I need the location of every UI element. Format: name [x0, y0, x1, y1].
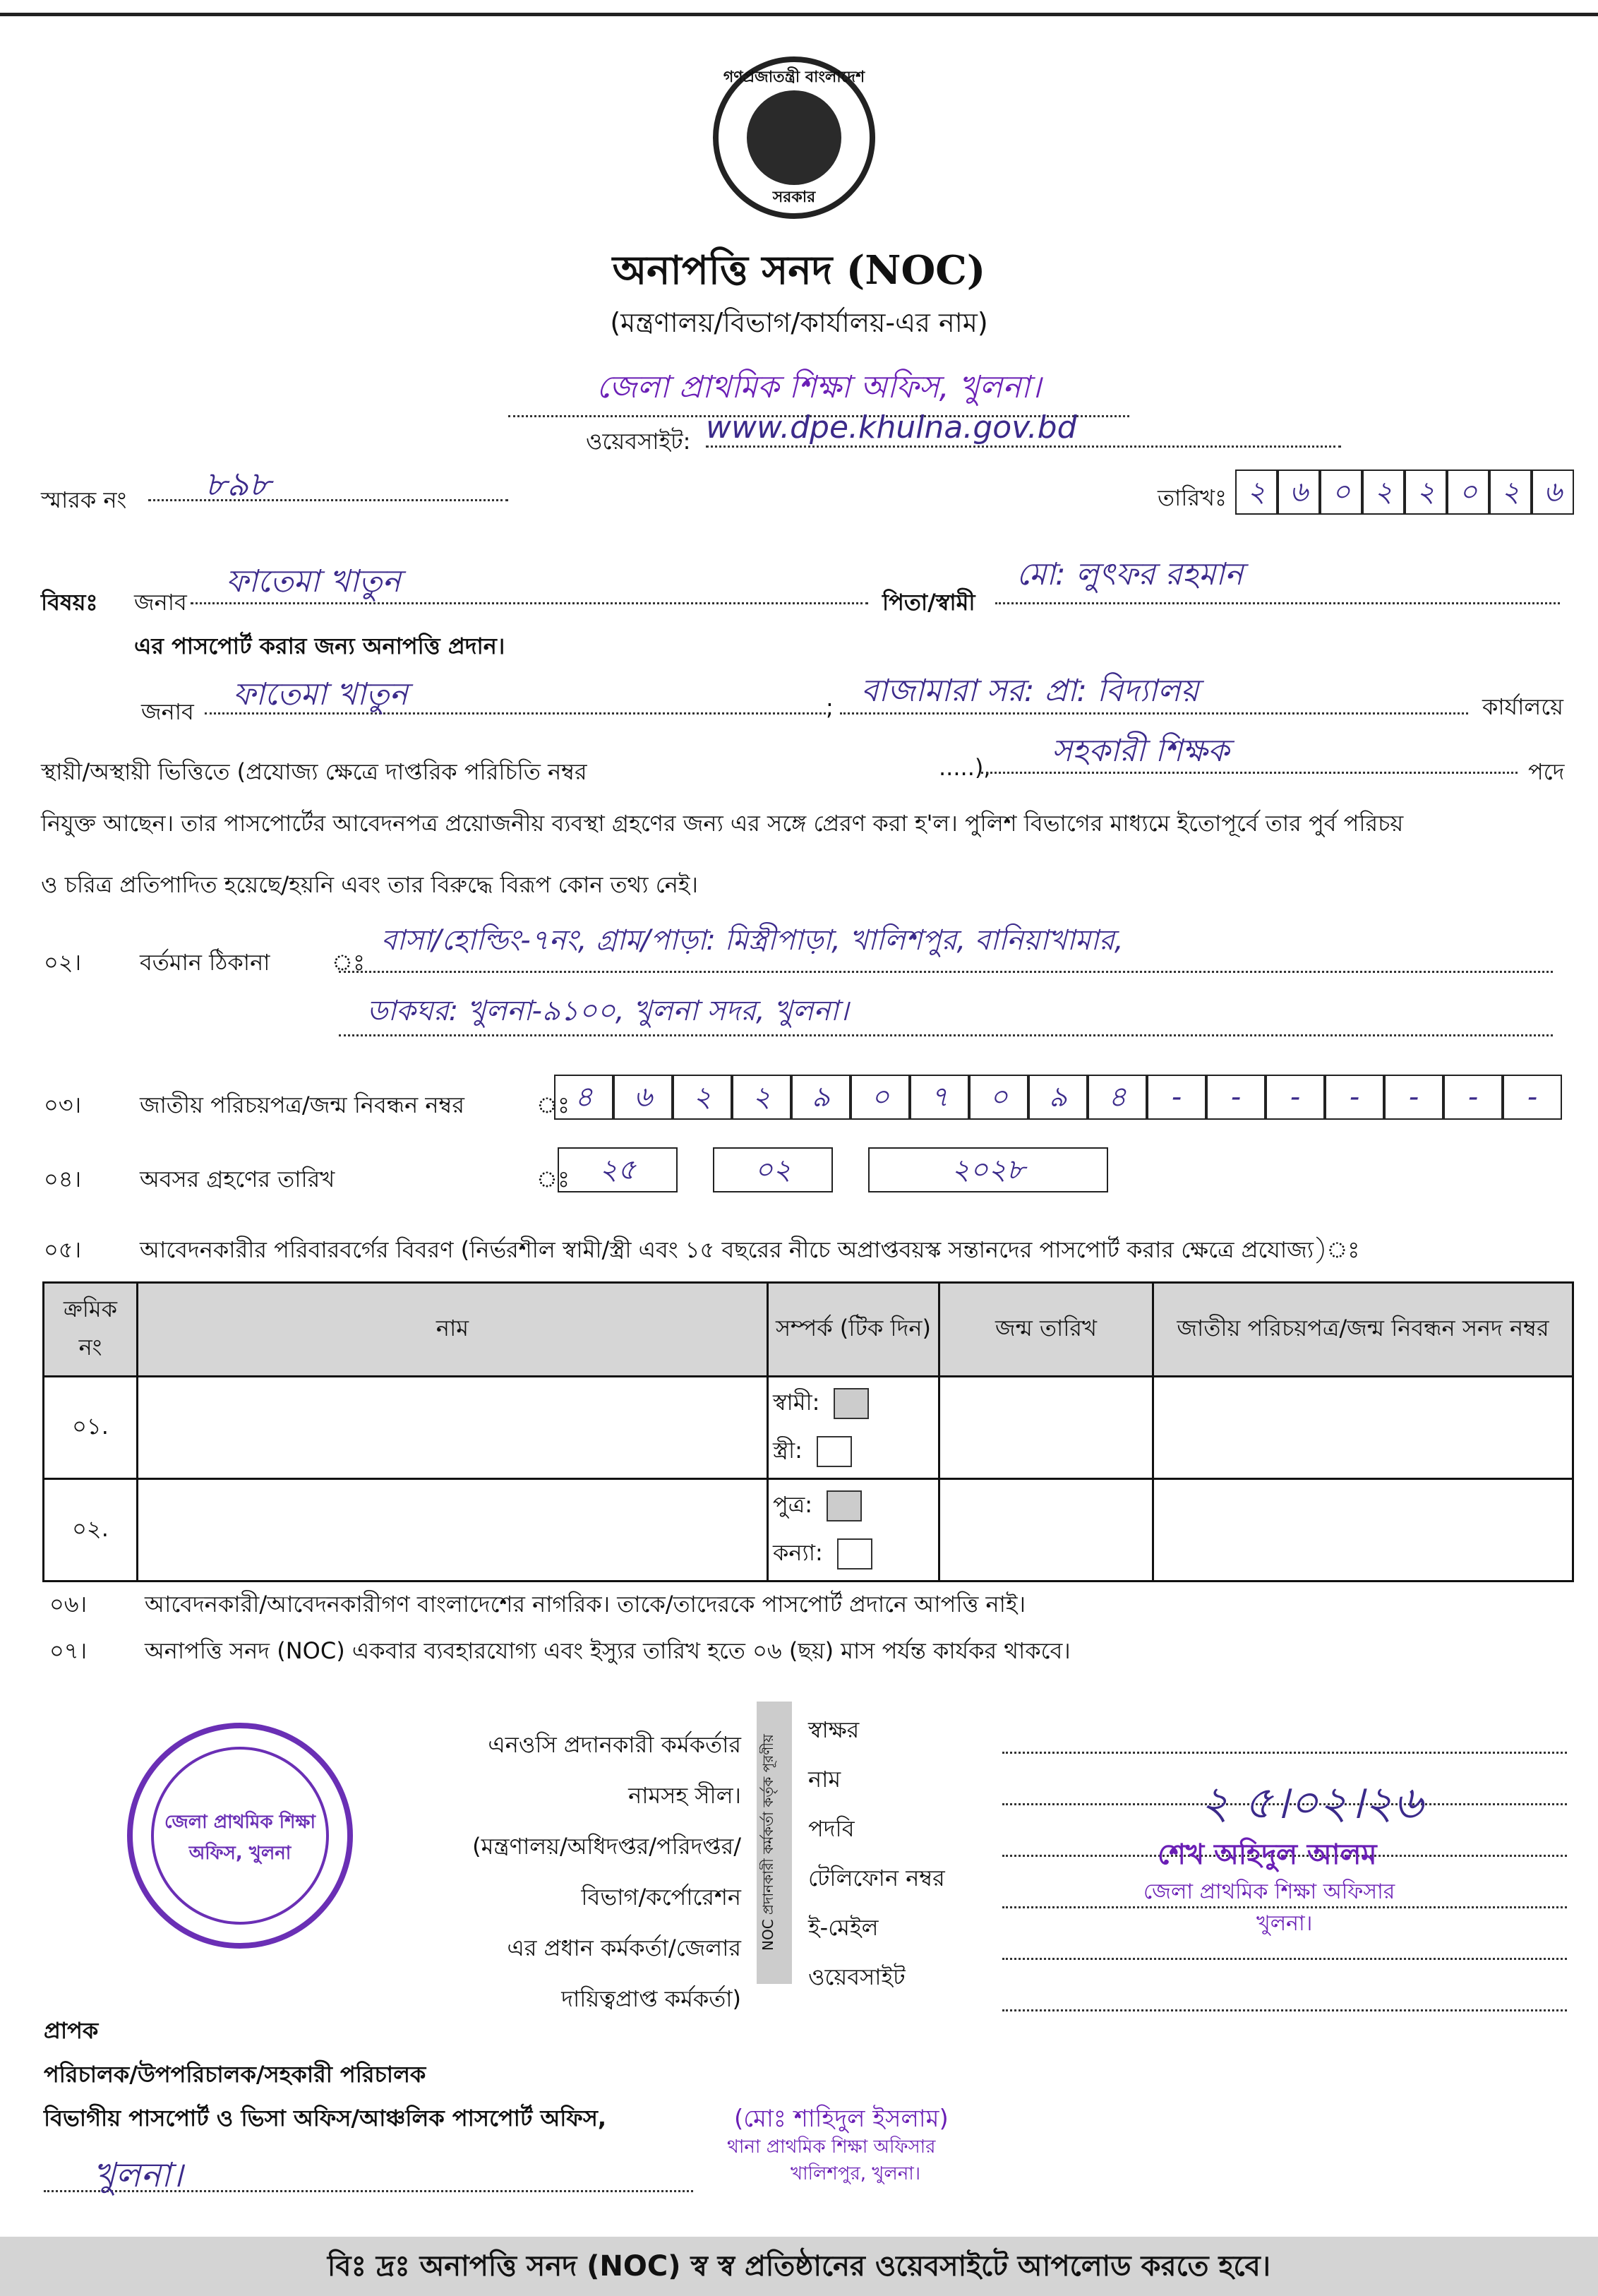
relation-label: স্বামী:: [773, 1389, 820, 1416]
memo-value: ৮৯৮: [148, 459, 508, 501]
item-03-num: ০৩।: [44, 1092, 82, 1118]
father-name: মো: লুৎফর রহমান: [995, 551, 1560, 604]
officer-name: শেখ অহিদুল আলম: [1158, 1838, 1377, 1871]
recipient-title: পরিচালক/উপপরিচালক/সহকারী পরিচালক: [44, 2061, 426, 2088]
item-02-label: বর্তমান ঠিকানা: [140, 949, 270, 976]
date-digit: ০: [1320, 470, 1362, 515]
sign-field-label: ই-মেইল: [808, 1914, 879, 1941]
issuer-line: (মন্ত্রণালয়/অধিদপ্তর/পরিদপ্তর/: [472, 1833, 741, 1860]
nid-digit: -: [1503, 1075, 1562, 1120]
colon-04: ঃ: [536, 1166, 570, 1192]
subject-line2: এর পাসপোর্ট করার জন্য অনাপত্তি প্রদান।: [134, 633, 505, 659]
nid-digit: -: [1443, 1075, 1503, 1120]
colon-02: ঃ: [332, 949, 366, 976]
item-03-label: জাতীয় পরিচয়পত্র/জন্ম নিবন্ধন নম্বর: [140, 1092, 464, 1118]
dob-cell: [939, 1377, 1153, 1479]
designation: সহকারী শিক্ষক: [981, 727, 1518, 774]
sign-line: [1002, 1705, 1567, 1754]
item-04-label: অবসর গ্রহণের তারিখ: [140, 1166, 335, 1192]
page-subtitle: (মন্ত্রণালয়/বিভাগ/কার্যালয়-এর নাম): [610, 307, 988, 338]
col-nid: জাতীয় পরিচয়পত্র/জন্ম নিবন্ধন সনদ নম্বর: [1153, 1283, 1573, 1377]
col-name: নাম: [138, 1283, 768, 1377]
footer-note: বিঃ দ্রঃ অনাপত্তি সনদ (NOC) স্ব স্ব প্রতিষ্ঠানের ওয়েবসাইটে আপলোড করতে হবে।: [0, 2237, 1598, 2296]
date-digit: ২: [1235, 470, 1278, 515]
office-stamp-text: জেলা প্রাথমিক শিক্ষা অফিস, খুলনা: [164, 1812, 316, 1864]
issuer-line: দায়িত্বপ্রাপ্ত কর্মকর্তা): [561, 1985, 741, 2012]
applicant-name: ফাতেমা খাতুন: [191, 558, 868, 604]
nid-digit: -: [1206, 1075, 1266, 1120]
issuer-line: বিভাগ/কর্পোরেশন: [581, 1884, 741, 1911]
emblem-top-text: গণপ্রজাতন্ত্রী বাংলাদেশ: [723, 68, 865, 86]
col-relation: সম্পর্ক (টিক দিন): [768, 1283, 939, 1377]
item-05-num: ০৫।: [44, 1236, 82, 1263]
nid-digit: -: [1325, 1075, 1384, 1120]
website-value: www.dpe.khulna.gov.bd: [706, 409, 1341, 448]
date-digit: ৬: [1532, 470, 1574, 515]
address-line-1: বাসা/হোল্ডিং-৭নং, গ্রাম/পাড়া: মিস্ত্রীপাড়া, খালিশপুর, বানিয়াখামার,: [339, 918, 1553, 973]
sign-field-label: টেলিফোন নম্বর: [808, 1865, 945, 1891]
relation-cell: [768, 1377, 939, 1479]
nid-digit: ০: [851, 1075, 910, 1120]
emblem-map-icon: [747, 90, 841, 185]
date-digit: ২: [1362, 470, 1405, 515]
second-stamp-name: (মোঃ শাহিদুল ইসলাম): [734, 2105, 949, 2133]
sign-field-label: স্বাক্ষর: [808, 1716, 860, 1743]
nid-cell: [1153, 1377, 1573, 1479]
checkbox[interactable]: [834, 1388, 869, 1419]
nid-digit: ৭: [910, 1075, 969, 1120]
family-table: [42, 1281, 1574, 1582]
checkbox[interactable]: [817, 1436, 852, 1467]
nid-digit: -: [1147, 1075, 1206, 1120]
name-cell: [138, 1377, 768, 1479]
checkbox[interactable]: [827, 1490, 862, 1521]
memo-label: স্মারক নং: [41, 486, 127, 513]
relation-label: পুত্র:: [773, 1491, 813, 1518]
relation-cell: [768, 1479, 939, 1582]
col-serial: ক্রমিক নং: [44, 1283, 138, 1377]
office-2: বাজামারা সর: প্রা: বিদ্যালয়: [840, 667, 1468, 714]
vertical-note: NOC প্রদানকারী কর্মকর্তা কর্তৃক পূরণীয়: [759, 1734, 776, 1951]
sign-field-label: পদবি: [808, 1815, 855, 1842]
nid-digit: ৪: [554, 1075, 613, 1120]
issuer-line: নামসহ সীল।: [628, 1782, 741, 1809]
second-stamp-place: খালিশপুর, খুলনা।: [791, 2163, 921, 2184]
page-title: অনাপত্তি সনদ (NOC): [612, 247, 986, 294]
designation-suffix: পদে: [1528, 758, 1565, 785]
item-06-text: আবেদনকারী/আবেদনকারীগণ বাংলাদেশের নাগরিক। তাকে/তাদেরকে পাসপোর্ট প্রদানে আপত্তি নাই।: [145, 1591, 1026, 1618]
basis-close: .....),: [939, 754, 991, 781]
recipient-office: বিভাগীয় পাসপোর্ট ও ভিসা অফিস/আঞ্চলিক পাসপোর্ট অফিস,: [44, 2105, 607, 2131]
sign-line: [1002, 1963, 1567, 2011]
name-cell: [138, 1479, 768, 1582]
date-digit: ২: [1489, 470, 1532, 515]
address-line-2: ডাকঘর: খুলনা-৯১০০, খুলনা সদর, খুলনা।: [339, 988, 1553, 1036]
relation-label: কন্যা:: [773, 1539, 823, 1566]
serial-cell: ০১.: [44, 1377, 138, 1479]
item-06-num: ০৬।: [49, 1591, 88, 1618]
sign-field-label: ওয়েবসাইট: [808, 1963, 906, 1990]
emblem-bottom-text: সরকার: [772, 189, 816, 206]
nid-cell: [1153, 1479, 1573, 1582]
date-boxes: [1235, 470, 1574, 515]
website-label: ওয়েবসাইট:: [586, 428, 691, 455]
item-04-num: ০৪।: [44, 1166, 82, 1192]
recipient-label: প্রাপক: [44, 2017, 99, 2044]
item-02-num: ০২।: [44, 949, 82, 976]
date-digit: ৬: [1278, 470, 1320, 515]
officer-title: জেলা প্রাথমিক শিক্ষা অফিসার: [1143, 1879, 1395, 1904]
dob-cell: [939, 1479, 1153, 1582]
table-row: [44, 1377, 1573, 1479]
nid-digit: ০: [969, 1075, 1028, 1120]
subject-label: বিষয়ঃ: [41, 589, 98, 616]
checkbox[interactable]: [837, 1538, 872, 1569]
date-label: তারিখঃ: [1158, 484, 1227, 511]
nid-digit: ৯: [791, 1075, 851, 1120]
paragraph-3: ও চরিত্র প্রতিপাদিত হয়েছে/হয়নি এবং তার বিরুদ্ধে বিরূপ কোন তথ্য নেই।: [41, 871, 698, 898]
basis-text: স্থায়ী/অস্থায়ী ভিত্তিতে (প্রযোজ্য ক্ষেত্রে দাপ্তরিক পরিচিতি নম্বর: [41, 758, 587, 785]
col-dob: জন্ম তারিখ: [939, 1283, 1153, 1377]
item-07-num: ০৭।: [49, 1637, 88, 1664]
office-name: জেলা প্রাথমিক শিক্ষা অফিস, খুলনা।: [508, 364, 1129, 417]
applicant-name-2: ফাতেমা খাতুন: [205, 671, 826, 714]
mr2-label: জনাব: [141, 698, 194, 725]
nid-digit: ৪: [1088, 1075, 1147, 1120]
second-stamp-title: থানা প্রাথমিক শিক্ষা অফিসার: [727, 2136, 936, 2158]
retire-date-boxes: [558, 1147, 1108, 1192]
retire-month: ০২: [713, 1147, 833, 1192]
serial-cell: ০২.: [44, 1479, 138, 1582]
mr-label: জনাব: [134, 589, 187, 616]
issuer-line: এনওসি প্রদানকারী কর্মকর্তার: [488, 1731, 741, 1758]
table-row: [44, 1479, 1573, 1582]
office-suffix: কার্যালয়ে: [1482, 693, 1563, 720]
nid-digit: ২: [732, 1075, 791, 1120]
item-07-text: অনাপত্তি সনদ (NOC) একবার ব্যবহারযোগ্য এবং ইস্যুর তারিখ হতে ০৬ (ছয়) মাস পর্যন্ত কার্যকর থাকবে।: [145, 1637, 1071, 1664]
signature-date: ২ ৫।০২।২৬: [1200, 1777, 1423, 1829]
sign-field-labels: [808, 1705, 945, 2002]
semicolon: ;: [826, 694, 834, 721]
colon-03: ঃ: [536, 1092, 570, 1118]
sign-field-label: নাম: [808, 1766, 841, 1793]
nid-digit: -: [1266, 1075, 1325, 1120]
retire-year: ২০২৮: [868, 1147, 1108, 1192]
paragraph-2: নিযুক্ত আছেন। তার পাসপোর্টের আবেদনপত্র প্রয়োজনীয় ব্যবস্থা গ্রহণের জন্য এর সঙ্গে প্রেরণ করা হ'ল। পুলিশ বিভাগের মাধ্যমে ইতোপূর্বে তার পুর্ব পরিচয়: [41, 810, 1404, 837]
issuer-line: এর প্রধান কর্মকর্তা/জেলার: [507, 1935, 741, 1961]
officer-place: খুলনা।: [1256, 1911, 1313, 1936]
nid-digit: ২: [673, 1075, 732, 1120]
issuer-block: [395, 1719, 741, 2024]
nid-boxes: [554, 1075, 1562, 1120]
father-label: পিতা/স্বামী: [882, 589, 975, 616]
retire-day: ২৫: [558, 1147, 678, 1192]
nid-digit: ৬: [613, 1075, 673, 1120]
nid-digit: -: [1384, 1075, 1443, 1120]
nid-digit: ৯: [1028, 1075, 1088, 1120]
item-05-label: আবেদনকারীর পরিবারবর্গের বিবরণ (নির্ভরশীল স্বামী/স্ত্রী এবং ১৫ বছরের নীচে অপ্রাপ্তবয়স্ক সন্তানদের পাসপোর্ট করার ক্ষেত্রে প্রযোজ্য)ঃ: [140, 1236, 1360, 1263]
date-digit: ০: [1447, 470, 1489, 515]
recipient-city: খুলনা।: [44, 2150, 693, 2192]
relation-label: স্ত্রী:: [773, 1437, 803, 1464]
top-border: [0, 13, 1598, 16]
date-digit: ২: [1405, 470, 1447, 515]
